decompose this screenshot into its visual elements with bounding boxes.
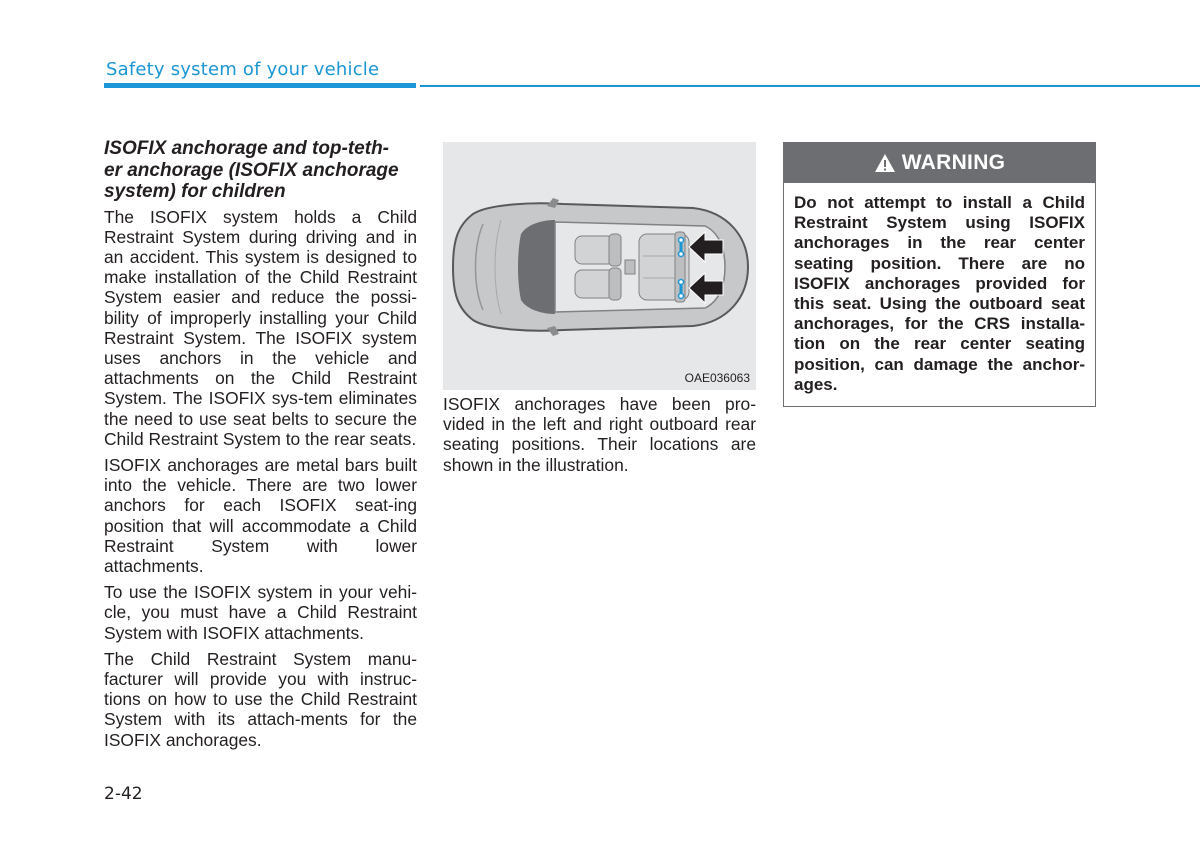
paragraph: To use the ISOFIX system in your vehi-cle, you must have a Child Restraint System with ISOFIX attachments. [104, 582, 417, 643]
isofix-illustration [443, 142, 756, 390]
warning-title: WARNING [901, 151, 1006, 174]
warning-triangle-icon [874, 153, 896, 173]
paragraph: ISOFIX anchorages are metal bars built into the vehicle. There are two lower anchors for each ISOFIX seat-ing position that will accommodate a Child Restraint System with lower attachments. [104, 454, 417, 576]
header-rule-thick [104, 83, 416, 88]
section-heading: ISOFIX anchorage and top-teth- er anchorage (ISOFIX anchorage system) for children [104, 138, 399, 202]
paragraph: The ISOFIX system holds a Child Restraint System during driving and in an accident. This system is designed to make installation of the Child Restraint System easier and reduce the possi-bility of improperly installing your Child Restraint System. The ISOFIX system uses anchors in the vehicle and attachments on the Child Restraint System. The ISOFIX sys-tem eliminates the need to use seat belts to secure the Child Restraint System to the rear seats. [104, 206, 417, 449]
figure-code: OAE036063 [684, 371, 750, 385]
running-header: Safety system of your vehicle [106, 59, 380, 80]
header-rule-thin [420, 85, 1200, 87]
warning-header [784, 143, 1095, 183]
left-column [104, 138, 417, 756]
middle-column [443, 394, 756, 481]
car-top-view-icon [443, 142, 756, 390]
warning-text: Do not attempt to install a Child Restraint System using ISOFIX anchorages in the rear center seating position. There are no ISOFIX anchorages provided for this seat. Using the outboard seat anchorages, for the CRS installa-tion on the rear center seating position, can damage the anchor-ages. [794, 193, 1085, 394]
paragraph: The Child Restraint System manu-facturer will provide you with instruc-tions on how to use the Child Restraint System with its attach-ments for the ISOFIX anchorages. [104, 648, 417, 750]
warning-box [783, 142, 1096, 407]
page-number: 2-42 [104, 784, 143, 804]
figure-caption: ISOFIX anchorages have been pro-vided in the left and right outboard rear seating positions. Their locations are shown in the illustration. [443, 394, 756, 475]
